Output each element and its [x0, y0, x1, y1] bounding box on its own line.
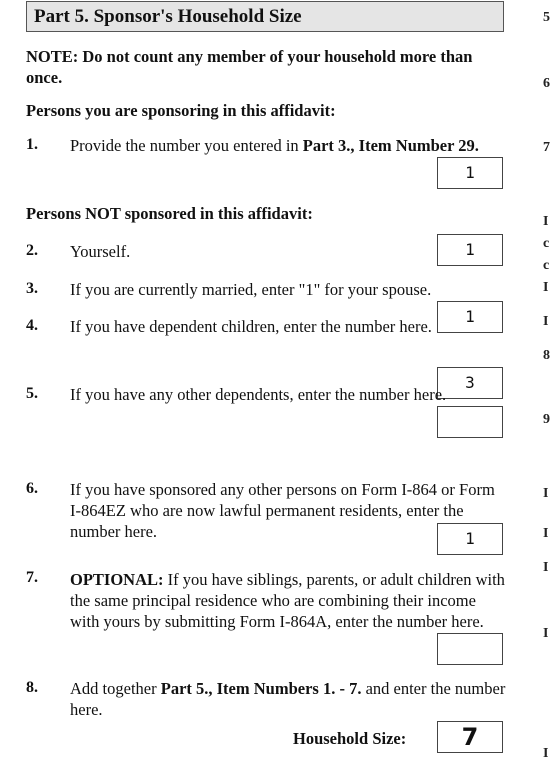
household-size-label: Household Size: [293, 729, 407, 748]
household-size-input[interactable]: 7 [437, 721, 503, 753]
item-1-text-pre: Provide the number you entered in [70, 136, 303, 155]
item-number: 8. [26, 679, 38, 696]
edge-glyph: I [543, 214, 549, 229]
section-title-not-sponsored: Persons NOT sponsored in this affidavit: [26, 204, 313, 223]
edge-glyph: I [543, 746, 549, 761]
edge-glyph: 7 [543, 140, 550, 155]
edge-glyph: I [543, 560, 549, 575]
edge-glyph: c [543, 236, 550, 251]
edge-glyph: c [543, 258, 550, 273]
edge-glyph: I [543, 626, 549, 641]
item-3-text: If you are currently married, enter "1" for your spouse. [70, 280, 432, 299]
item-8-text-pre: Add together [70, 679, 161, 698]
item-number: 2. [26, 242, 38, 259]
item-6-input[interactable]: 1 [437, 523, 503, 555]
section-title-sponsoring: Persons you are sponsoring in this affidavit: [26, 101, 336, 120]
edge-glyph: 9 [543, 412, 550, 427]
item-number: 6. [26, 480, 38, 497]
item-7-input[interactable] [437, 633, 503, 665]
item-8-text-post: and enter the number here. [70, 679, 506, 719]
edge-glyph: 8 [543, 348, 550, 363]
item-8-text [70, 678, 506, 720]
note-text: NOTE: Do not count any member of your household more than once. [26, 47, 473, 87]
item-1-input[interactable]: 1 [437, 157, 503, 189]
item-number: 5. [26, 385, 38, 402]
item-7-text-body: If you have siblings, parents, or adult children with the same principal residence who are combining their income with yours by submitting Form I-864A, enter the number here. [70, 570, 505, 631]
item-7-text-bold: OPTIONAL: [70, 570, 164, 589]
item-3-input[interactable]: 1 [437, 301, 503, 333]
section-header: Part 5. Sponsor's Household Size [26, 1, 504, 32]
item-2-input[interactable]: 1 [437, 234, 503, 266]
item-1-text [70, 135, 506, 156]
item-6-text: If you have sponsored any other persons on Form I-864 or Form I-864EZ who are now lawful permanent residents, enter the number here. [70, 480, 495, 541]
edge-glyph: I [543, 280, 549, 295]
edge-glyph: I [543, 314, 549, 329]
item-5-input[interactable] [437, 406, 503, 438]
edge-glyph: 5 [543, 10, 550, 25]
item-7-text [70, 569, 506, 632]
edge-glyph: I [543, 486, 549, 501]
item-5-text: If you have any other dependents, enter the number here. [70, 385, 447, 404]
item-number: 4. [26, 317, 38, 334]
item-number: 1. [26, 136, 38, 153]
edge-glyph: 6 [543, 76, 550, 91]
item-number: 3. [26, 280, 38, 297]
edge-glyph: I [543, 526, 549, 541]
item-8-text-bold: Part 5., Item Numbers 1. - 7. [160, 679, 362, 698]
item-4-text: If you have dependent children, enter the number here. [70, 317, 432, 336]
item-number: 7. [26, 569, 38, 586]
item-4-input[interactable]: 3 [437, 367, 503, 399]
item-1-text-bold: Part 3., Item Number 29. [302, 136, 479, 155]
item-2-text: Yourself. [70, 242, 131, 261]
